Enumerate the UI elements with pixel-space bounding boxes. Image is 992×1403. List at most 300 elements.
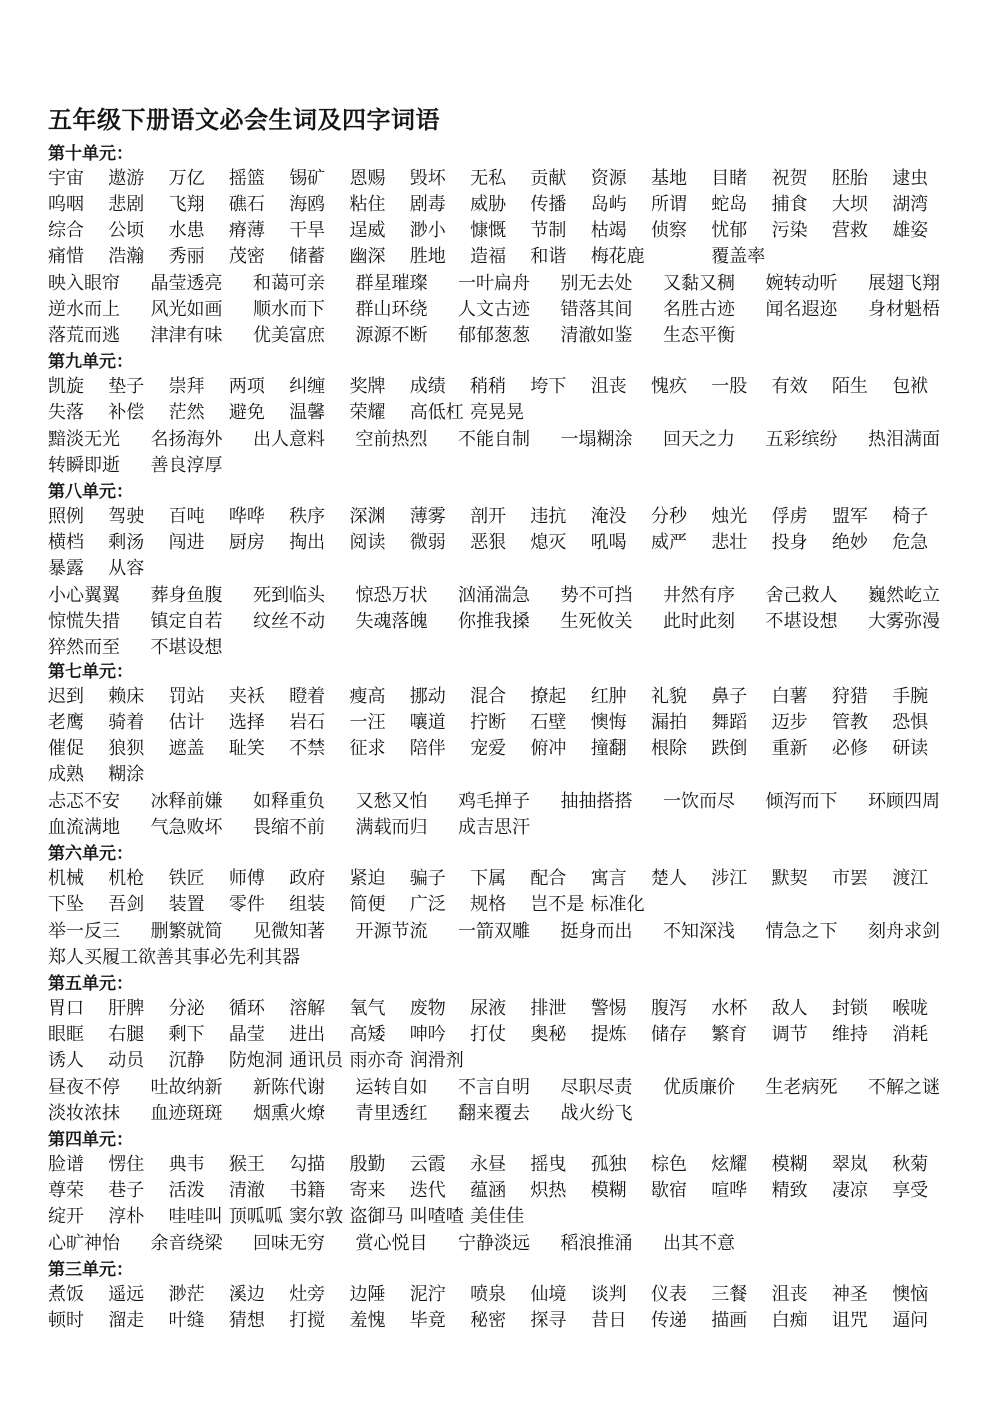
vocab-word: 不禁 [289, 738, 326, 759]
unit-section [48, 142, 968, 349]
idiom-phrase: 翻来覆去 [458, 1103, 530, 1124]
vocab-word: 违抗 [530, 506, 567, 527]
idiom-phrase: 出其不意 [663, 1233, 735, 1254]
vocab-word: 边陲 [349, 1284, 386, 1305]
idiom-phrase: 删繁就简 [150, 921, 223, 942]
vocab-word: 云霞 [409, 1154, 446, 1175]
vocab-word: 愣住 [108, 1154, 145, 1175]
vocab-word: 殷勤 [349, 1154, 386, 1175]
idiom-phrase: 映入眼帘 [48, 273, 120, 294]
vocab-word: 摇篮 [228, 168, 265, 189]
vocab-word: 进出 [289, 1024, 326, 1045]
vocab-word: 翠岚 [831, 1154, 868, 1175]
word-row [48, 996, 968, 1022]
vocab-word: 投身 [771, 532, 808, 553]
idiom-phrase: 抽抽搭搭 [560, 791, 633, 812]
vocab-word: 淹没 [590, 506, 627, 527]
vocab-word: 楚人 [651, 868, 687, 889]
idiom-phrase: 心旷神怡 [48, 1233, 120, 1254]
idiom-phrase: 闻名遐迩 [765, 299, 838, 320]
vocab-word: 维持 [831, 1024, 868, 1045]
phrase-row [48, 583, 968, 609]
idiom-phrase: 赏心悦目 [355, 1233, 428, 1254]
idiom-phrase: 舍己救人 [765, 585, 838, 606]
vocab-word: 大坝 [831, 194, 868, 215]
vocab-word: 秀丽 [168, 246, 205, 267]
vocab-word: 吼喝 [590, 532, 627, 553]
idiom-phrase: 群星璀璨 [355, 273, 428, 294]
idiom-phrase: 一饮而尽 [663, 791, 735, 812]
vocab-word: 纠缠 [289, 376, 326, 397]
phrase-row [48, 635, 968, 661]
vocab-word: 仪表 [651, 1284, 687, 1305]
idiom-phrase: 风光如画 [150, 299, 223, 320]
phrase-row [48, 271, 968, 297]
vocab-word: 遥远 [108, 1284, 145, 1305]
vocab-word: 恐惧 [892, 712, 929, 733]
vocab-word: 催促 [48, 738, 84, 759]
vocab-word: 绽开 [48, 1206, 84, 1227]
vocab-word: 沉静 [168, 1050, 205, 1071]
vocab-word: 岂不是 [530, 894, 585, 915]
vocab-word: 茫然 [168, 402, 205, 423]
idiom-phrase: 你推我搡 [458, 611, 530, 632]
idiom-phrase: 回天之力 [663, 429, 735, 450]
unit-section [48, 1258, 968, 1334]
vocab-word: 无私 [470, 168, 507, 189]
vocab-word: 溪边 [228, 1284, 265, 1305]
word-row [48, 244, 968, 270]
idiom-phrase: 葬身鱼腹 [150, 585, 223, 606]
vocab-word: 呜咽 [48, 194, 84, 215]
idiom-phrase: 名胜古迹 [663, 299, 735, 320]
idiom-phrase: 郑人买履工欲善其事必先利其器 [48, 947, 300, 968]
vocab-word: 侦察 [651, 220, 687, 241]
vocab-word: 孤独 [590, 1154, 627, 1175]
vocab-word: 海鸥 [289, 194, 326, 215]
idiom-phrase: 失魂落魄 [355, 611, 428, 632]
idiom-phrase: 纹丝不动 [253, 611, 325, 632]
vocab-word: 渺小 [409, 220, 446, 241]
idiom-phrase: 不堪设想 [150, 637, 223, 658]
idiom-phrase: 小心翼翼 [48, 585, 120, 606]
vocab-word: 雨亦奇 [349, 1050, 404, 1071]
vocab-word: 老鹰 [48, 712, 84, 733]
vocab-word: 失落 [48, 402, 84, 423]
idiom-phrase: 惊恐万状 [355, 585, 428, 606]
vocab-word: 描画 [711, 1310, 748, 1331]
vocab-word: 警惕 [590, 998, 627, 1019]
unit-title: 第五单元： [48, 974, 133, 994]
vocab-word: 混合 [470, 686, 507, 707]
vocab-word: 废物 [409, 998, 446, 1019]
unit-section [48, 972, 968, 1127]
vocab-word: 手腕 [892, 686, 929, 707]
word-row [48, 192, 968, 218]
vocab-word: 剖开 [470, 506, 507, 527]
idiom-phrase: 新陈代谢 [253, 1077, 325, 1098]
idiom-phrase: 大雾弥漫 [868, 611, 940, 632]
vocab-word: 成熟 [48, 764, 84, 785]
idiom-phrase: 婉转动听 [765, 273, 838, 294]
vocab-word: 猜想 [228, 1310, 265, 1331]
idiom-phrase: 落荒而逃 [48, 325, 120, 346]
word-row [48, 710, 968, 736]
vocab-word: 顿时 [48, 1310, 84, 1331]
vocab-word: 选择 [228, 712, 265, 733]
word-row [48, 374, 968, 400]
word-row [48, 684, 968, 710]
vocab-word: 烛光 [711, 506, 748, 527]
vocab-word: 秩序 [289, 506, 326, 527]
vocab-word: 永昼 [470, 1154, 507, 1175]
idiom-phrase: 不能自制 [458, 429, 530, 450]
vocab-word: 窦尔敦 [289, 1206, 344, 1227]
unit-section [48, 350, 968, 479]
vocab-word: 赖床 [108, 686, 145, 707]
vocab-word: 宇宙 [48, 168, 84, 189]
vocab-word: 征求 [349, 738, 386, 759]
vocab-word: 蛇岛 [711, 194, 748, 215]
vocab-word: 逞威 [349, 220, 386, 241]
unit-title: 第七单元： [48, 662, 133, 682]
vocab-word: 悲壮 [711, 532, 748, 553]
vocab-word: 岛屿 [590, 194, 627, 215]
vocab-word: 厨房 [228, 532, 265, 553]
vocab-word: 瘠薄 [228, 220, 265, 241]
vocab-word: 薄雾 [409, 506, 446, 527]
vocab-word: 秋菊 [892, 1154, 929, 1175]
phrase-row [48, 453, 968, 479]
vocab-word: 模糊 [771, 1154, 808, 1175]
phrase-row [48, 297, 968, 323]
vocab-word: 宠爱 [470, 738, 507, 759]
vocab-word: 驾驶 [108, 506, 145, 527]
vocab-word: 综合 [48, 220, 84, 241]
vocab-word: 造福 [470, 246, 507, 267]
vocab-word: 下属 [470, 868, 507, 889]
vocab-word: 俘虏 [771, 506, 808, 527]
vocab-word: 幽深 [349, 246, 386, 267]
vocab-word: 喧哗 [711, 1180, 748, 1201]
idiom-phrase: 畏缩不前 [253, 817, 325, 838]
vocab-word: 从容 [108, 558, 145, 579]
vocab-word: 剩汤 [108, 532, 145, 553]
vocab-word: 叶缝 [168, 1310, 205, 1331]
vocab-word: 瞪着 [289, 686, 326, 707]
vocab-word: 照例 [48, 506, 84, 527]
word-row [48, 1308, 968, 1334]
phrase-row [48, 919, 968, 945]
vocab-word: 忧郁 [711, 220, 748, 241]
vocab-word: 浩瀚 [108, 246, 145, 267]
vocab-word: 广泛 [409, 894, 446, 915]
idiom-phrase: 空前热烈 [355, 429, 428, 450]
phrase-row [48, 1075, 968, 1101]
vocab-word: 机械 [48, 868, 84, 889]
phrase-row [48, 789, 968, 815]
vocab-word: 万亿 [168, 168, 205, 189]
vocab-word: 溜走 [108, 1310, 145, 1331]
vocab-word: 懊恼 [892, 1284, 929, 1305]
vocab-word: 溶解 [289, 998, 326, 1019]
vocab-word: 亮晃晃 [470, 402, 525, 423]
vocab-word: 熄灭 [530, 532, 567, 553]
idiom-phrase: 血迹斑斑 [150, 1103, 223, 1124]
vocab-word: 白痴 [771, 1310, 808, 1331]
vocab-word: 污染 [771, 220, 808, 241]
vocab-word: 和谐 [530, 246, 567, 267]
vocab-word: 敌人 [771, 998, 808, 1019]
vocab-word: 机枪 [108, 868, 145, 889]
vocab-word: 闯进 [168, 532, 205, 553]
vocab-word: 通讯员 [289, 1050, 344, 1071]
vocab-word: 高低杠 [409, 402, 464, 423]
word-row [48, 1022, 968, 1048]
vocab-word: 骗子 [409, 868, 446, 889]
vocab-word: 尊荣 [48, 1180, 84, 1201]
idiom-phrase: 一叶扁舟 [458, 273, 530, 294]
vocab-word: 呻吟 [409, 1024, 446, 1045]
vocab-word: 灶旁 [289, 1284, 326, 1305]
vocab-word: 雄姿 [892, 220, 929, 241]
idiom-phrase: 刻舟求剑 [868, 921, 940, 942]
vocab-word: 俯冲 [530, 738, 567, 759]
vocab-word: 补偿 [108, 402, 145, 423]
vocab-word: 分秒 [651, 506, 687, 527]
vocab-word: 沮丧 [771, 1284, 808, 1305]
vocab-word: 有效 [771, 376, 808, 397]
vocab-word: 打仗 [470, 1024, 507, 1045]
idiom-phrase: 冰释前嫌 [150, 791, 223, 812]
vocab-word: 胜地 [409, 246, 446, 267]
vocab-word: 歇宿 [651, 1180, 687, 1201]
vocab-word: 羞愧 [349, 1310, 386, 1331]
word-row [48, 218, 968, 244]
vocab-word: 危急 [892, 532, 929, 553]
vocab-word: 痛惜 [48, 246, 84, 267]
vocab-word: 垮下 [530, 376, 567, 397]
vocab-word: 微弱 [409, 532, 446, 553]
idiom-phrase: 优质廉价 [663, 1077, 735, 1098]
vocab-word: 润滑剂 [409, 1050, 464, 1071]
vocab-word: 防炮洞 [228, 1050, 283, 1071]
vocab-word: 哗哗 [228, 506, 265, 527]
vocab-word: 瘦高 [349, 686, 386, 707]
word-row [48, 166, 968, 192]
vocab-word: 谈判 [590, 1284, 627, 1305]
vocab-word: 研读 [892, 738, 929, 759]
unit-title: 第十单元： [48, 144, 133, 164]
word-row [48, 504, 968, 530]
word-row [48, 736, 968, 762]
vocab-word: 诅咒 [831, 1310, 868, 1331]
idiom-phrase: 昼夜不停 [48, 1077, 120, 1098]
vocab-word: 分泌 [168, 998, 205, 1019]
vocab-word: 喷泉 [470, 1284, 507, 1305]
unit-title: 第四单元： [48, 1130, 133, 1150]
vocab-word: 撩起 [530, 686, 567, 707]
idiom-phrase: 死到临头 [253, 585, 325, 606]
vocab-word: 调节 [771, 1024, 808, 1045]
idiom-phrase: 不解之谜 [868, 1077, 940, 1098]
vocab-word: 诱人 [48, 1050, 84, 1071]
idiom-phrase: 倾泻而下 [765, 791, 838, 812]
idiom-phrase: 举一反三 [48, 921, 120, 942]
vocab-word: 迈步 [771, 712, 808, 733]
vocab-word: 锡矿 [289, 168, 326, 189]
idiom-phrase: 战火纷飞 [560, 1103, 633, 1124]
vocab-word: 勾描 [289, 1154, 326, 1175]
vocab-word: 消耗 [892, 1024, 929, 1045]
idiom-phrase: 顺水而下 [253, 299, 325, 320]
vocab-word: 渡江 [892, 868, 929, 889]
vocab-word: 棕色 [651, 1154, 687, 1175]
vocab-word: 逮虫 [892, 168, 929, 189]
unit-title: 第三单元： [48, 1260, 133, 1280]
vocab-word: 剩下 [168, 1024, 205, 1045]
vocab-word: 配合 [530, 868, 567, 889]
idiom-phrase: 井然有序 [663, 585, 735, 606]
vocab-word: 零件 [228, 894, 265, 915]
idiom-phrase: 转瞬即逝 [48, 455, 120, 476]
vocab-word: 慷慨 [470, 220, 507, 241]
vocab-word: 百吨 [168, 506, 205, 527]
idiom-phrase: 人文古迹 [458, 299, 530, 320]
vocab-word: 狩猎 [831, 686, 868, 707]
idiom-phrase: 吐故纳新 [150, 1077, 223, 1098]
vocab-word: 椅子 [892, 506, 929, 527]
vocab-word: 渺茫 [168, 1284, 205, 1305]
vocab-word: 根除 [651, 738, 687, 759]
vocab-word: 贡献 [530, 168, 567, 189]
vocab-word: 传递 [651, 1310, 687, 1331]
vocab-word: 营救 [831, 220, 868, 241]
vocab-word: 典韦 [168, 1154, 205, 1175]
word-row [48, 866, 968, 892]
vocab-word: 重新 [771, 738, 808, 759]
idiom-phrase: 余音绕梁 [150, 1233, 223, 1254]
vocab-word: 飞翔 [168, 194, 205, 215]
vocab-word: 懊悔 [590, 712, 627, 733]
idiom-phrase: 逆水而上 [48, 299, 120, 320]
vocab-word: 撞翻 [590, 738, 627, 759]
vocab-word: 估计 [168, 712, 205, 733]
vocab-word: 吾剑 [108, 894, 145, 915]
vocab-word: 石壁 [530, 712, 567, 733]
vocab-word: 神圣 [831, 1284, 868, 1305]
idiom-phrase: 名扬海外 [150, 429, 223, 450]
vocab-word: 耻笑 [228, 738, 265, 759]
vocab-word: 尿液 [470, 998, 507, 1019]
phrase-row [48, 323, 968, 349]
idiom-phrase: 晶莹透亮 [150, 273, 223, 294]
vocab-word: 凄凉 [831, 1180, 868, 1201]
vocab-word: 陌生 [831, 376, 868, 397]
idiom-phrase: 回味无穷 [253, 1233, 325, 1254]
vocab-word: 享受 [892, 1180, 929, 1201]
idiom-phrase: 气急败坏 [150, 817, 223, 838]
vocab-word: 包袱 [892, 376, 929, 397]
vocab-word: 下坠 [48, 894, 84, 915]
vocab-word: 高矮 [349, 1024, 386, 1045]
vocab-word: 寓言 [590, 868, 627, 889]
unit-title: 第八单元： [48, 482, 133, 502]
vocab-word: 昔日 [590, 1310, 627, 1331]
vocab-word: 干旱 [289, 220, 326, 241]
phrase-row [48, 815, 968, 841]
vocab-word: 管教 [831, 712, 868, 733]
vocab-word: 水患 [168, 220, 205, 241]
vocab-word: 垫子 [108, 376, 145, 397]
vocab-word: 迭代 [409, 1180, 446, 1201]
phrase-row [48, 945, 968, 971]
word-row [48, 1048, 968, 1074]
vocab-word: 祝贺 [771, 168, 808, 189]
idiom-phrase: 黯淡无光 [48, 429, 120, 450]
vocab-word: 煮饭 [48, 1284, 84, 1305]
vocab-word: 公顷 [108, 220, 145, 241]
vocab-word: 活泼 [168, 1180, 205, 1201]
vocab-word: 叫喳喳 [409, 1206, 464, 1227]
vocab-word: 威胁 [470, 194, 507, 215]
phrase-row [48, 1231, 968, 1257]
vocab-word: 奖牌 [349, 376, 386, 397]
vocab-word: 悲剧 [108, 194, 145, 215]
idiom-phrase: 惊慌失措 [48, 611, 120, 632]
vocab-word: 嚷道 [409, 712, 446, 733]
vocab-word: 肝脾 [108, 998, 145, 1019]
vocab-word: 所谓 [651, 194, 687, 215]
vocab-word: 陪伴 [409, 738, 446, 759]
vocab-word: 暴露 [48, 558, 84, 579]
idiom-phrase: 又黏又稠 [663, 273, 735, 294]
idiom-phrase: 生老病死 [765, 1077, 838, 1098]
idiom-phrase: 见微知著 [253, 921, 325, 942]
idiom-phrase: 不言自明 [458, 1077, 530, 1098]
idiom-phrase: 不堪设想 [765, 611, 838, 632]
word-row [48, 530, 968, 556]
idiom-phrase: 烟熏火燎 [253, 1103, 325, 1124]
vocab-word: 提炼 [590, 1024, 627, 1045]
idiom-phrase: 运转自如 [355, 1077, 428, 1098]
idiom-phrase: 稻浪推涌 [560, 1233, 633, 1254]
vocab-word: 摇曳 [530, 1154, 567, 1175]
idiom-phrase: 身材魁梧 [868, 299, 940, 320]
vocab-word: 猴王 [228, 1154, 265, 1175]
vocab-word: 晶莹 [228, 1024, 265, 1045]
vocab-word: 捕食 [771, 194, 808, 215]
word-row [48, 892, 968, 918]
vocab-word: 仙境 [530, 1284, 567, 1305]
vocab-word: 右腿 [108, 1024, 145, 1045]
vocab-word: 枯竭 [590, 220, 627, 241]
idiom-phrase: 巍然屹立 [868, 585, 940, 606]
vocab-word: 市罢 [831, 868, 868, 889]
vocab-word: 白薯 [771, 686, 808, 707]
vocab-word: 巷子 [108, 1180, 145, 1201]
vocab-word: 繁育 [711, 1024, 748, 1045]
word-row [48, 556, 968, 582]
vocab-word: 糊涂 [108, 764, 145, 785]
idiom-phrase: 出人意料 [253, 429, 325, 450]
vocab-word: 拧断 [470, 712, 507, 733]
vocab-word: 美佳佳 [470, 1206, 525, 1227]
idiom-phrase: 生死攸关 [560, 611, 633, 632]
idiom-phrase: 错落其间 [560, 299, 633, 320]
vocab-word: 组装 [289, 894, 326, 915]
idiom-phrase: 尽职尽责 [560, 1077, 633, 1098]
